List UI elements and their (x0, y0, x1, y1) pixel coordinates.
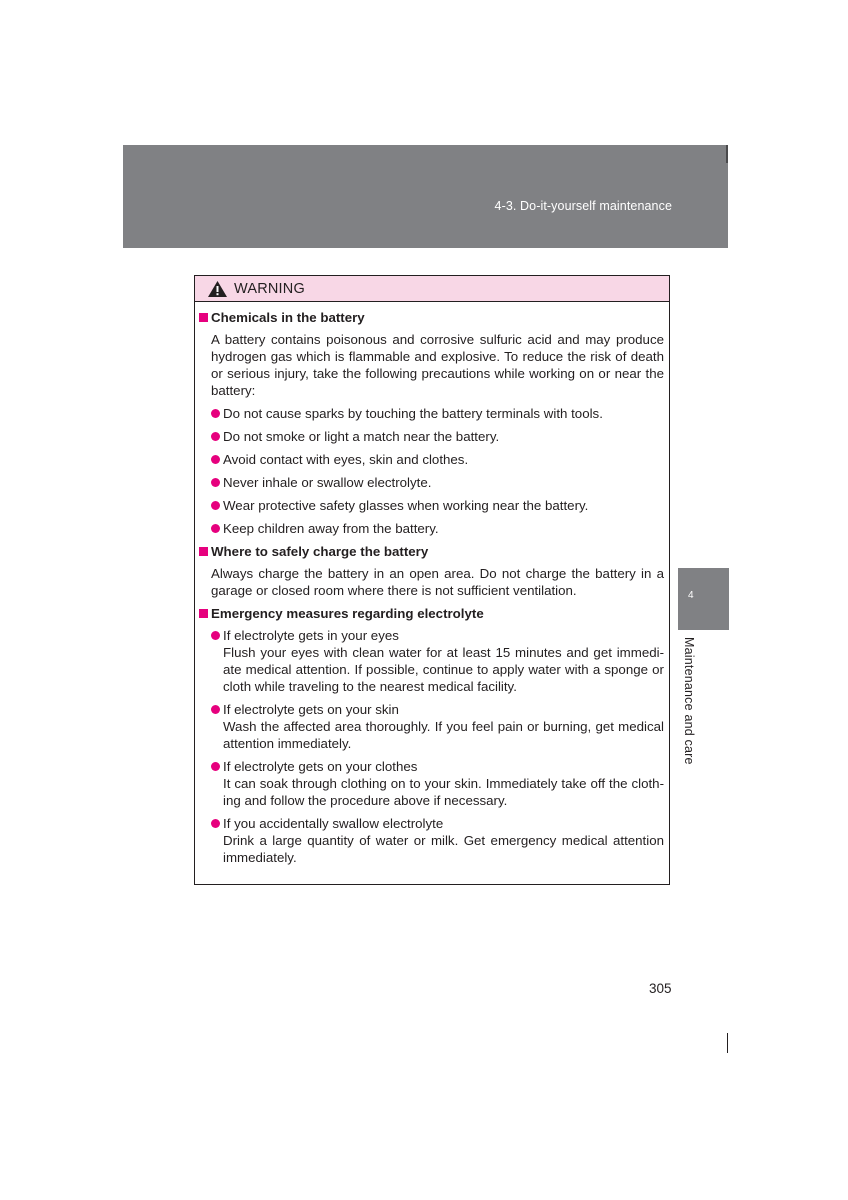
section-heading (199, 605, 664, 622)
square-bullet-icon (199, 609, 208, 618)
list-item (199, 451, 664, 468)
round-bullet-icon (211, 762, 220, 771)
warning-title: WARNING (234, 280, 305, 297)
section-heading (199, 309, 664, 326)
list-item-detail: Drink a large quantity of water or milk. Get emergency medical attention immediately. (223, 833, 664, 865)
section-heading-text: Chemicals in the battery (211, 310, 365, 325)
round-bullet-icon (211, 524, 220, 533)
header-notch (726, 145, 728, 163)
chapter-label: Maintenance and care (682, 637, 696, 765)
chapter-number: 4 (688, 590, 694, 601)
warning-box (194, 275, 670, 885)
list-item (199, 627, 664, 695)
list-item-text: Keep children away from the battery. (223, 521, 439, 536)
list-item (199, 815, 664, 866)
list-item (199, 405, 664, 422)
section-heading-text: Emergency measures regarding electrolyte (211, 606, 484, 621)
list-item (199, 758, 664, 809)
round-bullet-icon (211, 631, 220, 640)
warning-triangle-icon (207, 280, 228, 298)
section-title: 4-3. Do-it-yourself maintenance (494, 199, 672, 213)
warning-header (195, 276, 669, 302)
round-bullet-icon (211, 501, 220, 510)
list-item-detail: Flush your eyes with clean water for at least 15 minutes and get immedi- ate medical attention. If possible, continue to apply water with a sponge or cloth while traveling to the nearest medical facility. (223, 645, 664, 694)
section-paragraph: A battery contains poisonous and corrosive sulfuric acid and may produce hydrogen gas which is flammable and explosive. To reduce the risk of death or serious injury, take the following precautions while working on or near the battery: (211, 332, 664, 398)
list-item-title: If you accidentally swallow electrolyte (223, 816, 444, 831)
list-item (199, 428, 664, 445)
page-number: 305 (649, 981, 672, 996)
list-item-title: If electrolyte gets on your skin (223, 702, 399, 717)
round-bullet-icon (211, 455, 220, 464)
list-item (199, 474, 664, 491)
list-item-text: Do not smoke or light a match near the battery. (223, 429, 500, 444)
list-item (199, 701, 664, 752)
section-paragraph: Always charge the battery in an open area. Do not charge the battery in a garage or closed room where there is not sufficient ventilation. (211, 566, 664, 598)
section-heading (199, 543, 664, 560)
square-bullet-icon (199, 313, 208, 322)
round-bullet-icon (211, 705, 220, 714)
round-bullet-icon (211, 409, 220, 418)
list-item (199, 497, 664, 514)
list-item-text: Avoid contact with eyes, skin and clothes. (223, 452, 469, 467)
list-item-text: Wear protective safety glasses when working near the battery. (223, 498, 589, 513)
round-bullet-icon (211, 478, 220, 487)
chapter-tab (678, 568, 729, 630)
warning-body (195, 302, 669, 866)
list-item-detail: It can soak through clothing on to your skin. Immediately take off the cloth- ing and follow the procedure above if necessary. (223, 776, 664, 808)
margin-rule (727, 1033, 728, 1053)
header-band (123, 145, 728, 248)
square-bullet-icon (199, 547, 208, 556)
list-item-text: Never inhale or swallow electrolyte. (223, 475, 432, 490)
list-item-title: If electrolyte gets in your eyes (223, 628, 399, 643)
round-bullet-icon (211, 432, 220, 441)
list-item (199, 520, 664, 537)
section-heading-text: Where to safely charge the battery (211, 544, 429, 559)
list-item-text: Do not cause sparks by touching the battery terminals with tools. (223, 406, 603, 421)
list-item-title: If electrolyte gets on your clothes (223, 759, 418, 774)
round-bullet-icon (211, 819, 220, 828)
list-item-detail: Wash the affected area thoroughly. If you feel pain or burning, get medical attention immediately. (223, 719, 664, 751)
